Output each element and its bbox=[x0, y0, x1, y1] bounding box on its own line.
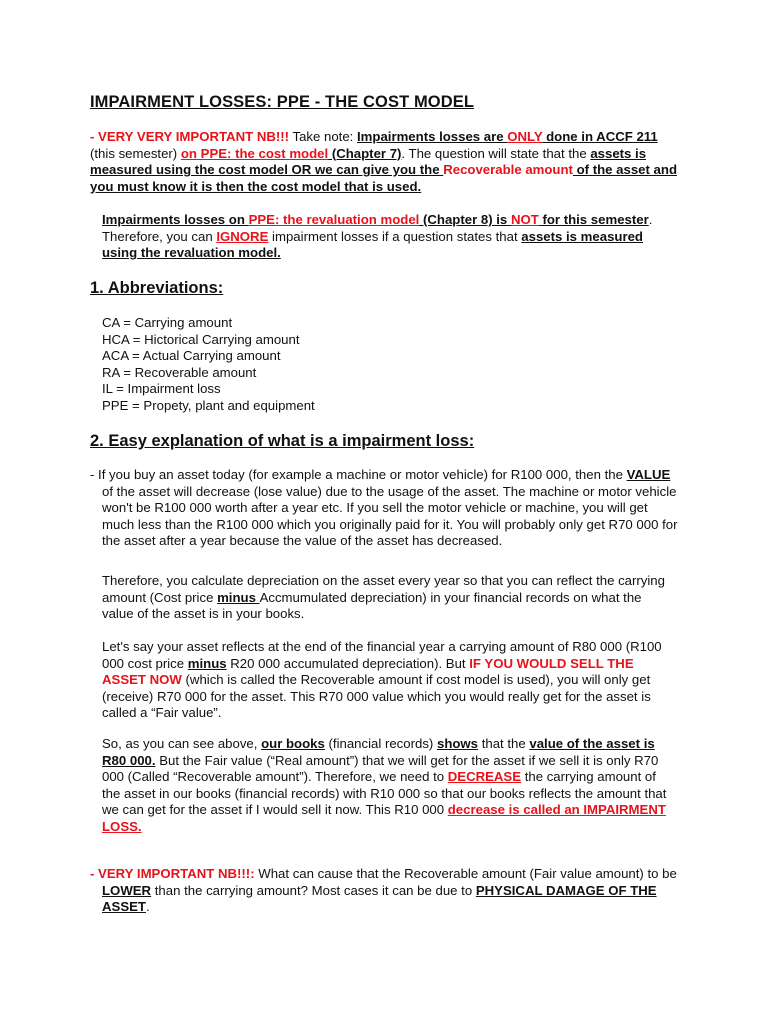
text-span: that the bbox=[478, 736, 530, 751]
value-emphasis: VALUE bbox=[626, 467, 671, 482]
text-span: What can cause that the Recoverable amount (Fair value amount) to be bbox=[254, 866, 677, 881]
text-span: impairment losses if a question states that bbox=[268, 228, 522, 244]
text-span: for this semester bbox=[538, 212, 649, 227]
text-span: than the carrying amount? Most cases it can be due to bbox=[151, 882, 476, 898]
revaluation-model-emphasis: PPE: the revaluation model bbox=[248, 212, 420, 227]
text-span: . Therefore, you can bbox=[102, 212, 653, 244]
decrease-emphasis: DECREASE bbox=[447, 769, 522, 785]
list-item: PPE = Propety, plant and equipment bbox=[102, 397, 315, 413]
text-span: (Chapter 8) is bbox=[419, 212, 511, 227]
list-item: HCA = Hictorical Carrying amount bbox=[102, 331, 300, 347]
text-span: done in ACCF 211 bbox=[542, 129, 658, 144]
list-item: IL = Impairment loss bbox=[102, 381, 221, 397]
ignore-emphasis: IGNORE bbox=[216, 228, 269, 244]
text-span: (this semester) bbox=[90, 145, 181, 161]
physical-damage-emphasis: PHYSICAL DAMAGE OF THE ASSET bbox=[102, 882, 657, 915]
list-item: CA = Carrying amount bbox=[102, 315, 233, 330]
lower-emphasis: LOWER bbox=[102, 882, 152, 898]
text-span: . bbox=[145, 899, 150, 915]
text-span: assets is measured using the revaluation model. bbox=[102, 228, 643, 261]
minus-emphasis: minus bbox=[217, 589, 260, 605]
abbreviation-list bbox=[102, 315, 315, 415]
text-span: (financial records) bbox=[324, 736, 437, 751]
list-item: ACA = Actual Carrying amount bbox=[102, 348, 281, 364]
text-span: So, as you can see above, bbox=[102, 736, 262, 751]
intro-paragraph-1 bbox=[90, 129, 680, 195]
text-span: But the Fair value (“Real amount”) that we will get for the asset if we sell it is only R70 000 (Called “Recoverable amount”). Therefore, we need to bbox=[102, 752, 659, 785]
impairment-loss-emphasis: decrease is called an IMPAIRMENT LOSS. bbox=[102, 802, 666, 834]
text-span: of the asset will decrease (lose value) due to the usage of the asset. The machine or motor vehicle won't be R100 000 worth after a year etc. If you sell the motor vehicle or machine, you will get much less than the R100 000 which you originally paid for it. You will probably only get R70 000 for the asset after a year because the value of the asset has decreased. bbox=[102, 483, 678, 549]
sell-now-emphasis: IF YOU WOULD SELL THE ASSET NOW bbox=[102, 655, 634, 688]
very-very-important-label: - VERY VERY IMPORTANT NB!!! bbox=[90, 129, 290, 144]
text-span: Accmumulated depreciation) in your financial records on what the value of the asset is in your books. bbox=[102, 589, 642, 622]
asset-value-emphasis: value of the asset is R80 000. bbox=[102, 736, 655, 768]
explanation-paragraph-3 bbox=[102, 639, 672, 722]
cost-model-emphasis: on PPE: the cost model bbox=[180, 145, 329, 161]
list-item: RA = Recoverable amount bbox=[102, 364, 257, 380]
explanation-paragraph-1 bbox=[90, 467, 680, 550]
intro-paragraph-2 bbox=[102, 212, 672, 262]
not-emphasis: NOT bbox=[510, 212, 539, 227]
text-span: . The question will state that the bbox=[401, 145, 591, 161]
text-span: R20 000 accumulated depreciation). But bbox=[226, 655, 470, 671]
explanation-paragraph-4 bbox=[102, 736, 672, 836]
text-span: Impairments losses are bbox=[357, 129, 508, 144]
note-paragraph bbox=[90, 866, 680, 916]
section-heading-explanation: 2. Easy explanation of what is a impairment loss: bbox=[90, 432, 475, 450]
explanation-paragraph-2 bbox=[102, 573, 672, 623]
text-span: the carrying amount of the asset in our books (financial records) with R10 000 so that our books reflects the amount that we can get for the asset if I would sell it now. This R10 000 bbox=[102, 769, 667, 818]
text-span: assets is measured using the cost model OR we can give you the bbox=[90, 145, 647, 178]
text-span: (which is called the Recoverable amount if cost model is used), you will only get (receive) R70 000 for the asset. This R70 000 value which you would really get for the asset is called a “Fair value”. bbox=[102, 672, 651, 721]
text-span: Therefore, you calculate depreciation on the asset every year so that you can reflect the carrying amount (Cost price bbox=[102, 573, 665, 605]
text-span: (Chapter 7) bbox=[328, 145, 402, 161]
text-span: of the asset and you must know it is then the cost model that is used. bbox=[90, 162, 677, 194]
text-span: Let's say your asset reflects at the end of the financial year a carrying amount of R80 000 (R100 000 cost price bbox=[102, 639, 662, 671]
text-span: Impairments losses on bbox=[102, 212, 249, 227]
shows-emphasis: shows bbox=[436, 736, 479, 751]
our-books-emphasis: our books bbox=[261, 736, 325, 751]
page-title: IMPAIRMENT LOSSES: PPE - THE COST MODEL bbox=[90, 93, 475, 111]
text-span: - If you buy an asset today (for example a machine or motor vehicle) for R100 000, then the bbox=[90, 467, 627, 482]
section-heading-abbreviations: 1. Abbreviations: bbox=[90, 279, 224, 297]
very-important-label: - VERY IMPORTANT NB!!!: bbox=[90, 866, 255, 881]
only-emphasis: ONLY bbox=[507, 129, 543, 144]
text-span: Take note: bbox=[289, 129, 357, 144]
recoverable-amount-emphasis: Recoverable amount bbox=[443, 162, 573, 178]
minus-emphasis: minus bbox=[187, 655, 227, 671]
